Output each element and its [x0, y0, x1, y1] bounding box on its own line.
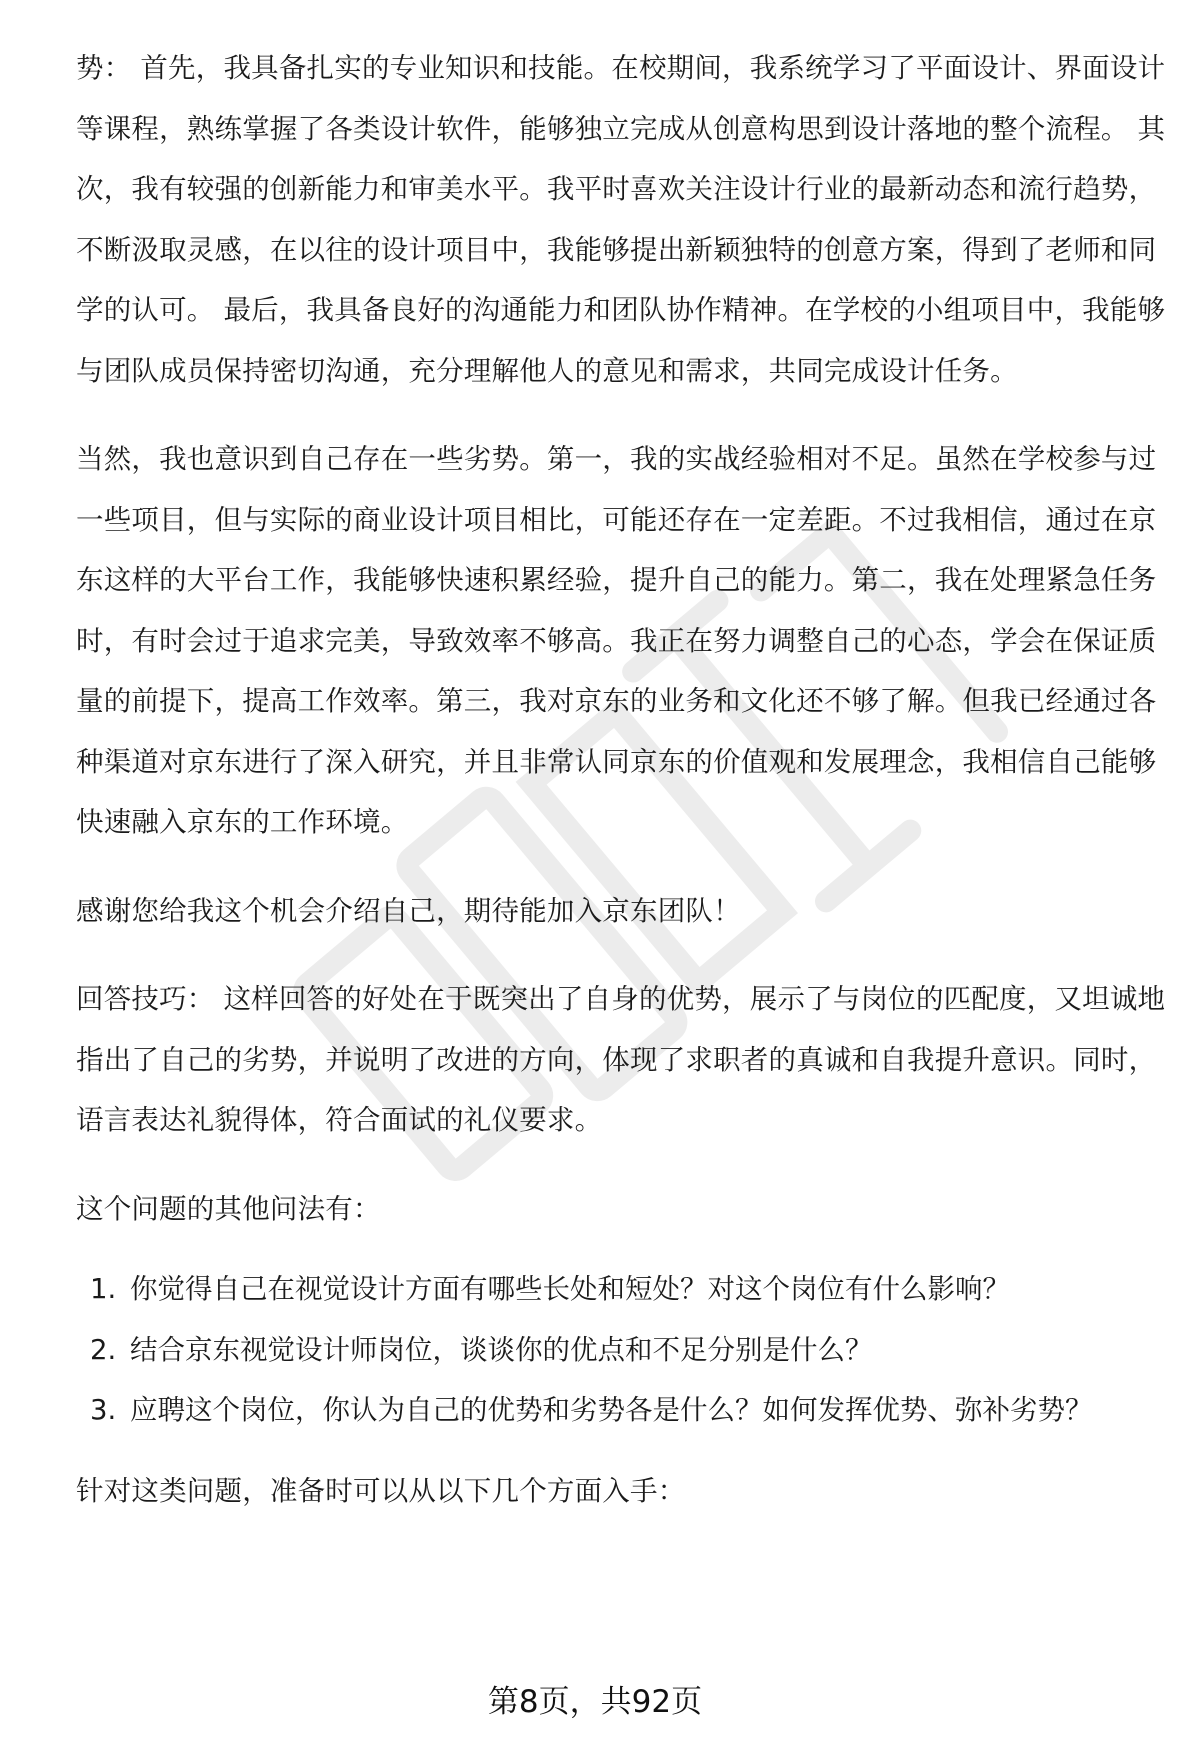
paragraph-preparation-heading: 针对这类问题，准备时可以从以下几个方面入手：	[76, 1474, 686, 1507]
list-item-number: 3.	[90, 1394, 117, 1426]
list-item	[76, 1380, 1176, 1441]
list-item-number: 1.	[90, 1273, 117, 1305]
paragraph-other-questions-heading: 这个问题的其他问法有：	[76, 1192, 381, 1225]
document-body	[76, 38, 1176, 1521]
paragraph-thanks: 感谢您给我这个机会介绍自己，期待能加入京东团队！	[76, 894, 741, 927]
paragraph-answer-tips: 回答技巧： 这样回答的好处在于既突出了自身的优势，展示了与岗位的匹配度，又坦诚地指出了自己的劣势，并说明了改进的方向，体现了求职者的真诚和自我提升意识。同时，语言表达礼貌得体，符合面试的礼仪要求。	[76, 983, 1166, 1136]
page-number: 第8页，共92页	[487, 1684, 703, 1720]
list-item-number: 2.	[90, 1333, 117, 1366]
list-item-text: 你觉得自己在视觉设计方面有哪些长处和短处？对这个岗位有什么影响？	[130, 1273, 1010, 1305]
paragraph-strengths: 势： 首先，我具备扎实的专业知识和技能。在校期间，我系统学习了平面设计、界面设计等课程，熟练掌握了各类设计软件，能够独立完成从创意构思到设计落地的整个流程。 其次，我有较强的创新能力和审美水平。我平时喜欢关注设计行业的最新动态和流行趋势，不断汲取灵感，在以往的设计项目中，我能够提出新颖独特的创意方案，得到了老师和同学的认可。 最后，我具备良好的沟通能力和团队协作精神。在学校的小组项目中，我能够与团队成员保持密切沟通，充分理解他人的意见和需求，共同完成设计任务。	[76, 52, 1166, 387]
list-item	[76, 1320, 1176, 1381]
paragraph-weaknesses: 当然，我也意识到自己存在一些劣势。第一，我的实战经验相对不足。虽然在学校参与过一些项目，但与实际的商业设计项目相比，可能还存在一定差距。不过我相信，通过在京东这样的大平台工作，我能够快速积累经验，提升自己的能力。第二，我在处理紧急任务时，有时会过于追求完美，导致效率不够高。我正在努力调整自己的心态，学会在保证质量的前提下，提高工作效率。第三，我对京东的业务和文化还不够了解。但我已经通过各种渠道对京东进行了深入研究，并且非常认同京东的价值观和发展理念，我相信自己能够快速融入京东的工作环境。	[76, 443, 1157, 838]
list-item-text: 结合京东视觉设计师岗位，谈谈你的优点和不足分别是什么？	[130, 1333, 873, 1366]
list-item	[76, 1259, 1176, 1320]
list-item-text: 应聘这个岗位，你认为自己的优势和劣势各是什么？如何发挥优势、弥补劣势？	[130, 1394, 1093, 1426]
alternate-questions-list	[76, 1259, 1176, 1441]
